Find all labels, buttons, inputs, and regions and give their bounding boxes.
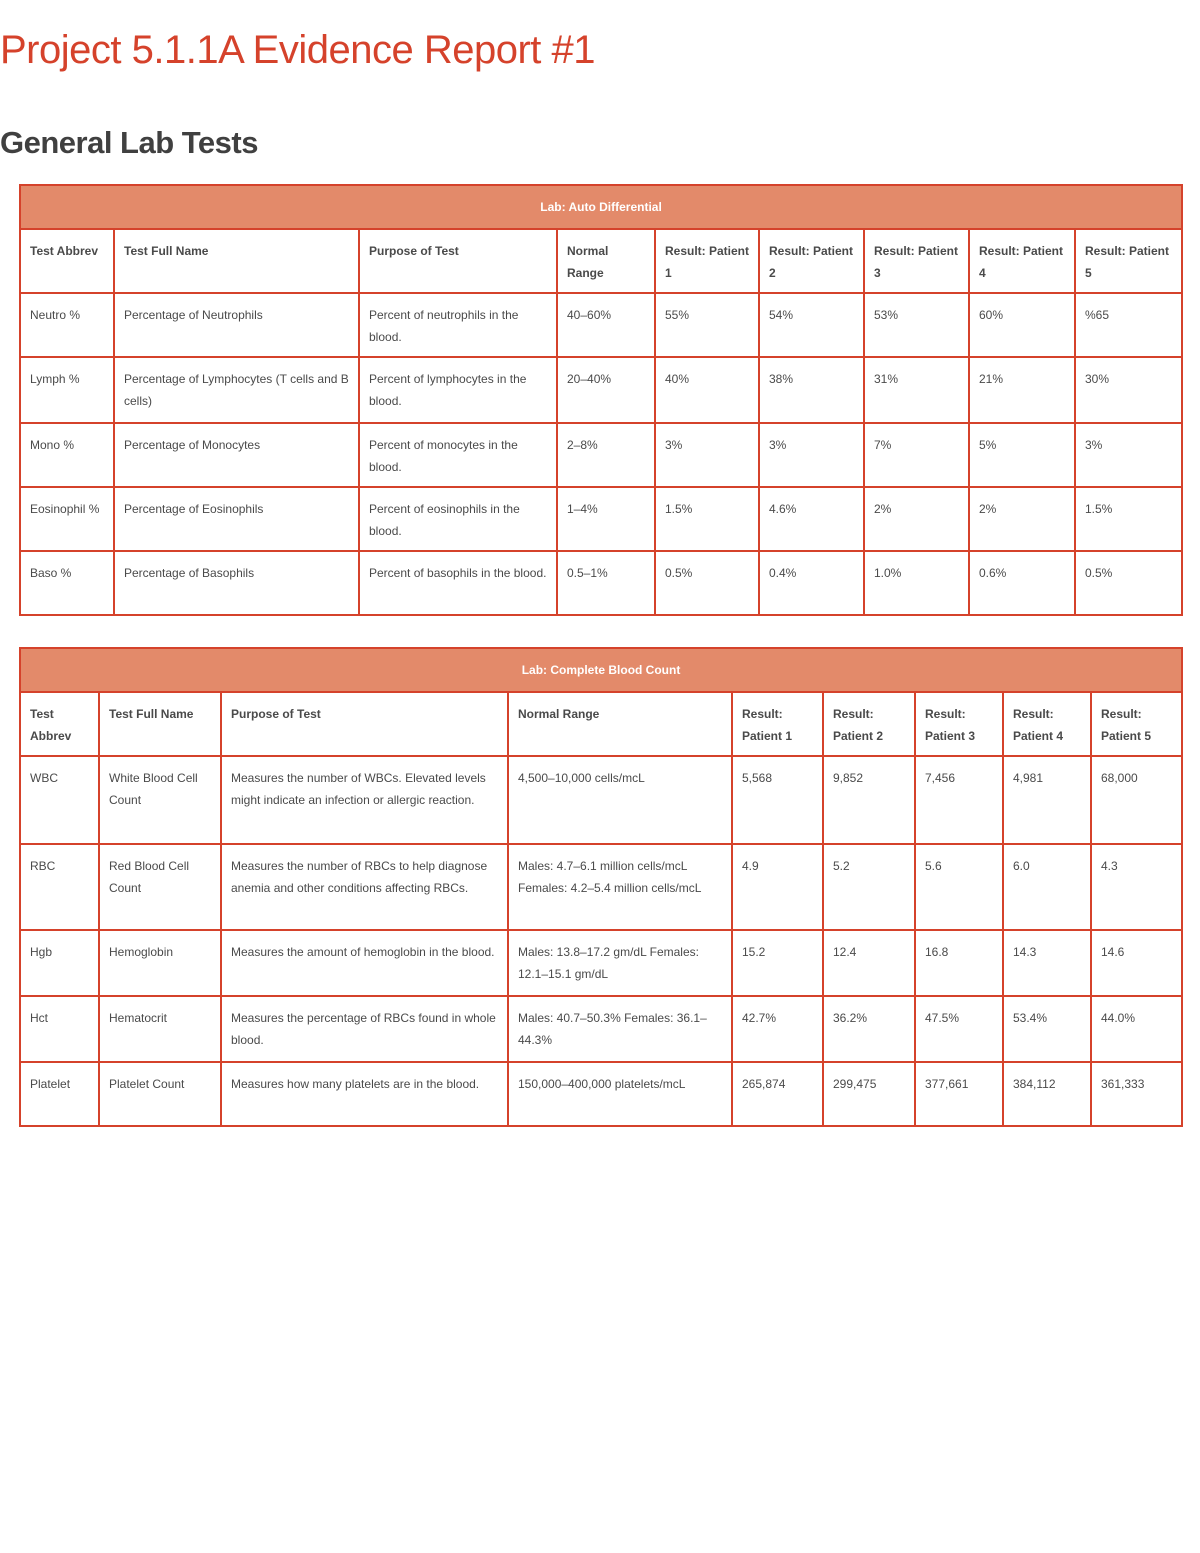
table-cell: 42.7%	[732, 996, 823, 1062]
table-cell: Percentage of Neutrophils	[114, 293, 359, 357]
table-cell: Percentage of Eosinophils	[114, 487, 359, 551]
table-cell: 53.4%	[1003, 996, 1091, 1062]
column-header: Test Abbrev	[20, 229, 114, 293]
table-cell: 38%	[759, 357, 864, 423]
table-cell: Percentage of Lymphocytes (T cells and B cells)	[114, 357, 359, 423]
section-heading: General Lab Tests	[0, 125, 258, 160]
column-header: Normal Range	[557, 229, 655, 293]
table-cell: Platelet Count	[99, 1062, 221, 1126]
table-cell: 377,661	[915, 1062, 1003, 1126]
table-row	[20, 357, 1182, 423]
table-cell: Eosinophil %	[20, 487, 114, 551]
table-cell: 361,333	[1091, 1062, 1182, 1126]
table-cell: 1–4%	[557, 487, 655, 551]
table-cell: 4.9	[732, 844, 823, 930]
table-cell: 20–40%	[557, 357, 655, 423]
table-row	[20, 844, 1182, 930]
table-cell: Mono %	[20, 423, 114, 487]
complete-blood-count-table	[19, 647, 1183, 1127]
table-cell: Measures the amount of hemoglobin in the blood.	[221, 930, 508, 996]
table-cell: 36.2%	[823, 996, 915, 1062]
table-cell: 14.3	[1003, 930, 1091, 996]
table-cell: 2%	[864, 487, 969, 551]
table-cell: Percent of basophils in the blood.	[359, 551, 557, 615]
table-cell: Lymph %	[20, 357, 114, 423]
table-cell: Measures the percentage of RBCs found in whole blood.	[221, 996, 508, 1062]
table-cell: Baso %	[20, 551, 114, 615]
table-cell: 5.2	[823, 844, 915, 930]
column-header: Test Abbrev	[20, 692, 99, 756]
table-cell: 6.0	[1003, 844, 1091, 930]
table-cell: 47.5%	[915, 996, 1003, 1062]
table-cell: Males: 40.7–50.3% Females: 36.1–44.3%	[508, 996, 732, 1062]
column-header: Result: Patient 1	[655, 229, 759, 293]
table-cell: 1.5%	[1075, 487, 1182, 551]
column-header: Result: Patient 5	[1075, 229, 1182, 293]
table-cell: 12.4	[823, 930, 915, 996]
table-cell: 55%	[655, 293, 759, 357]
column-header: Test Full Name	[99, 692, 221, 756]
table-cell: Hemoglobin	[99, 930, 221, 996]
table-cell: Males: 4.7–6.1 million cells/mcL Females: 4.2–5.4 million cells/mcL	[508, 844, 732, 930]
table-row	[20, 487, 1182, 551]
column-header: Result: Patient 2	[823, 692, 915, 756]
table-cell: 1.5%	[655, 487, 759, 551]
table-cell: 0.5%	[1075, 551, 1182, 615]
table-cell: 15.2	[732, 930, 823, 996]
table-caption: Lab: Complete Blood Count	[20, 648, 1182, 692]
table-cell: Measures how many platelets are in the blood.	[221, 1062, 508, 1126]
table-cell: 4.6%	[759, 487, 864, 551]
table-cell: 40–60%	[557, 293, 655, 357]
table-cell: RBC	[20, 844, 99, 930]
column-header: Purpose of Test	[359, 229, 557, 293]
table-cell: 3%	[759, 423, 864, 487]
table-row	[20, 996, 1182, 1062]
table-cell: Neutro %	[20, 293, 114, 357]
table-cell: 0.6%	[969, 551, 1075, 615]
table-cell: Hct	[20, 996, 99, 1062]
table-cell: 30%	[1075, 357, 1182, 423]
column-header: Normal Range	[508, 692, 732, 756]
column-header: Result: Patient 1	[732, 692, 823, 756]
table-cell: 9,852	[823, 756, 915, 844]
table-cell: 384,112	[1003, 1062, 1091, 1126]
column-header: Result: Patient 2	[759, 229, 864, 293]
table-cell: 0.4%	[759, 551, 864, 615]
column-header: Purpose of Test	[221, 692, 508, 756]
table-cell: 4,981	[1003, 756, 1091, 844]
table-cell: Measures the number of WBCs. Elevated levels might indicate an infection or allergic reaction.	[221, 756, 508, 844]
table-row	[20, 756, 1182, 844]
table-cell: Percent of eosinophils in the blood.	[359, 487, 557, 551]
table-cell: 14.6	[1091, 930, 1182, 996]
table-cell: 40%	[655, 357, 759, 423]
table-cell: 4.3	[1091, 844, 1182, 930]
column-header: Result: Patient 4	[969, 229, 1075, 293]
table-cell: 5,568	[732, 756, 823, 844]
table-cell: 5.6	[915, 844, 1003, 930]
table-row	[20, 551, 1182, 615]
table-cell: 3%	[1075, 423, 1182, 487]
table-cell: 44.0%	[1091, 996, 1182, 1062]
table-cell: 1.0%	[864, 551, 969, 615]
table-cell: WBC	[20, 756, 99, 844]
table-cell: 0.5–1%	[557, 551, 655, 615]
column-header: Result: Patient 3	[864, 229, 969, 293]
table-cell: 7,456	[915, 756, 1003, 844]
table-row	[20, 930, 1182, 996]
auto-differential-table	[19, 184, 1183, 616]
table-cell: Percent of neutrophils in the blood.	[359, 293, 557, 357]
column-header: Test Full Name	[114, 229, 359, 293]
table-cell: Percent of lymphocytes in the blood.	[359, 357, 557, 423]
table-cell: 31%	[864, 357, 969, 423]
table-cell: 2%	[969, 487, 1075, 551]
table-cell: 68,000	[1091, 756, 1182, 844]
table-cell: White Blood Cell Count	[99, 756, 221, 844]
table-cell: 54%	[759, 293, 864, 357]
table-cell: 7%	[864, 423, 969, 487]
table-cell: 53%	[864, 293, 969, 357]
column-header: Result: Patient 3	[915, 692, 1003, 756]
table-row	[20, 293, 1182, 357]
page-title: Project 5.1.1A Evidence Report #1	[0, 28, 595, 72]
table-cell: Red Blood Cell Count	[99, 844, 221, 930]
table-cell: 21%	[969, 357, 1075, 423]
table-cell: Males: 13.8–17.2 gm/dL Females: 12.1–15.1 gm/dL	[508, 930, 732, 996]
table-cell: 5%	[969, 423, 1075, 487]
table-cell: 60%	[969, 293, 1075, 357]
table-cell: 0.5%	[655, 551, 759, 615]
table-cell: 4,500–10,000 cells/mcL	[508, 756, 732, 844]
table-cell: 3%	[655, 423, 759, 487]
table-cell: 2–8%	[557, 423, 655, 487]
table-row	[20, 423, 1182, 487]
column-header: Result: Patient 4	[1003, 692, 1091, 756]
table-cell: 299,475	[823, 1062, 915, 1126]
table-cell: Platelet	[20, 1062, 99, 1126]
table-cell: Percentage of Basophils	[114, 551, 359, 615]
column-header: Result: Patient 5	[1091, 692, 1182, 756]
table-cell: Hematocrit	[99, 996, 221, 1062]
table-cell: 150,000–400,000 platelets/mcL	[508, 1062, 732, 1126]
table-cell: Percent of monocytes in the blood.	[359, 423, 557, 487]
table-cell: Measures the number of RBCs to help diagnose anemia and other conditions affecting RBCs.	[221, 844, 508, 930]
table-cell: Percentage of Monocytes	[114, 423, 359, 487]
table-cell: Hgb	[20, 930, 99, 996]
table-row	[20, 1062, 1182, 1126]
table-cell: %65	[1075, 293, 1182, 357]
table-cell: 265,874	[732, 1062, 823, 1126]
table-caption: Lab: Auto Differential	[20, 185, 1182, 229]
table-cell: 16.8	[915, 930, 1003, 996]
